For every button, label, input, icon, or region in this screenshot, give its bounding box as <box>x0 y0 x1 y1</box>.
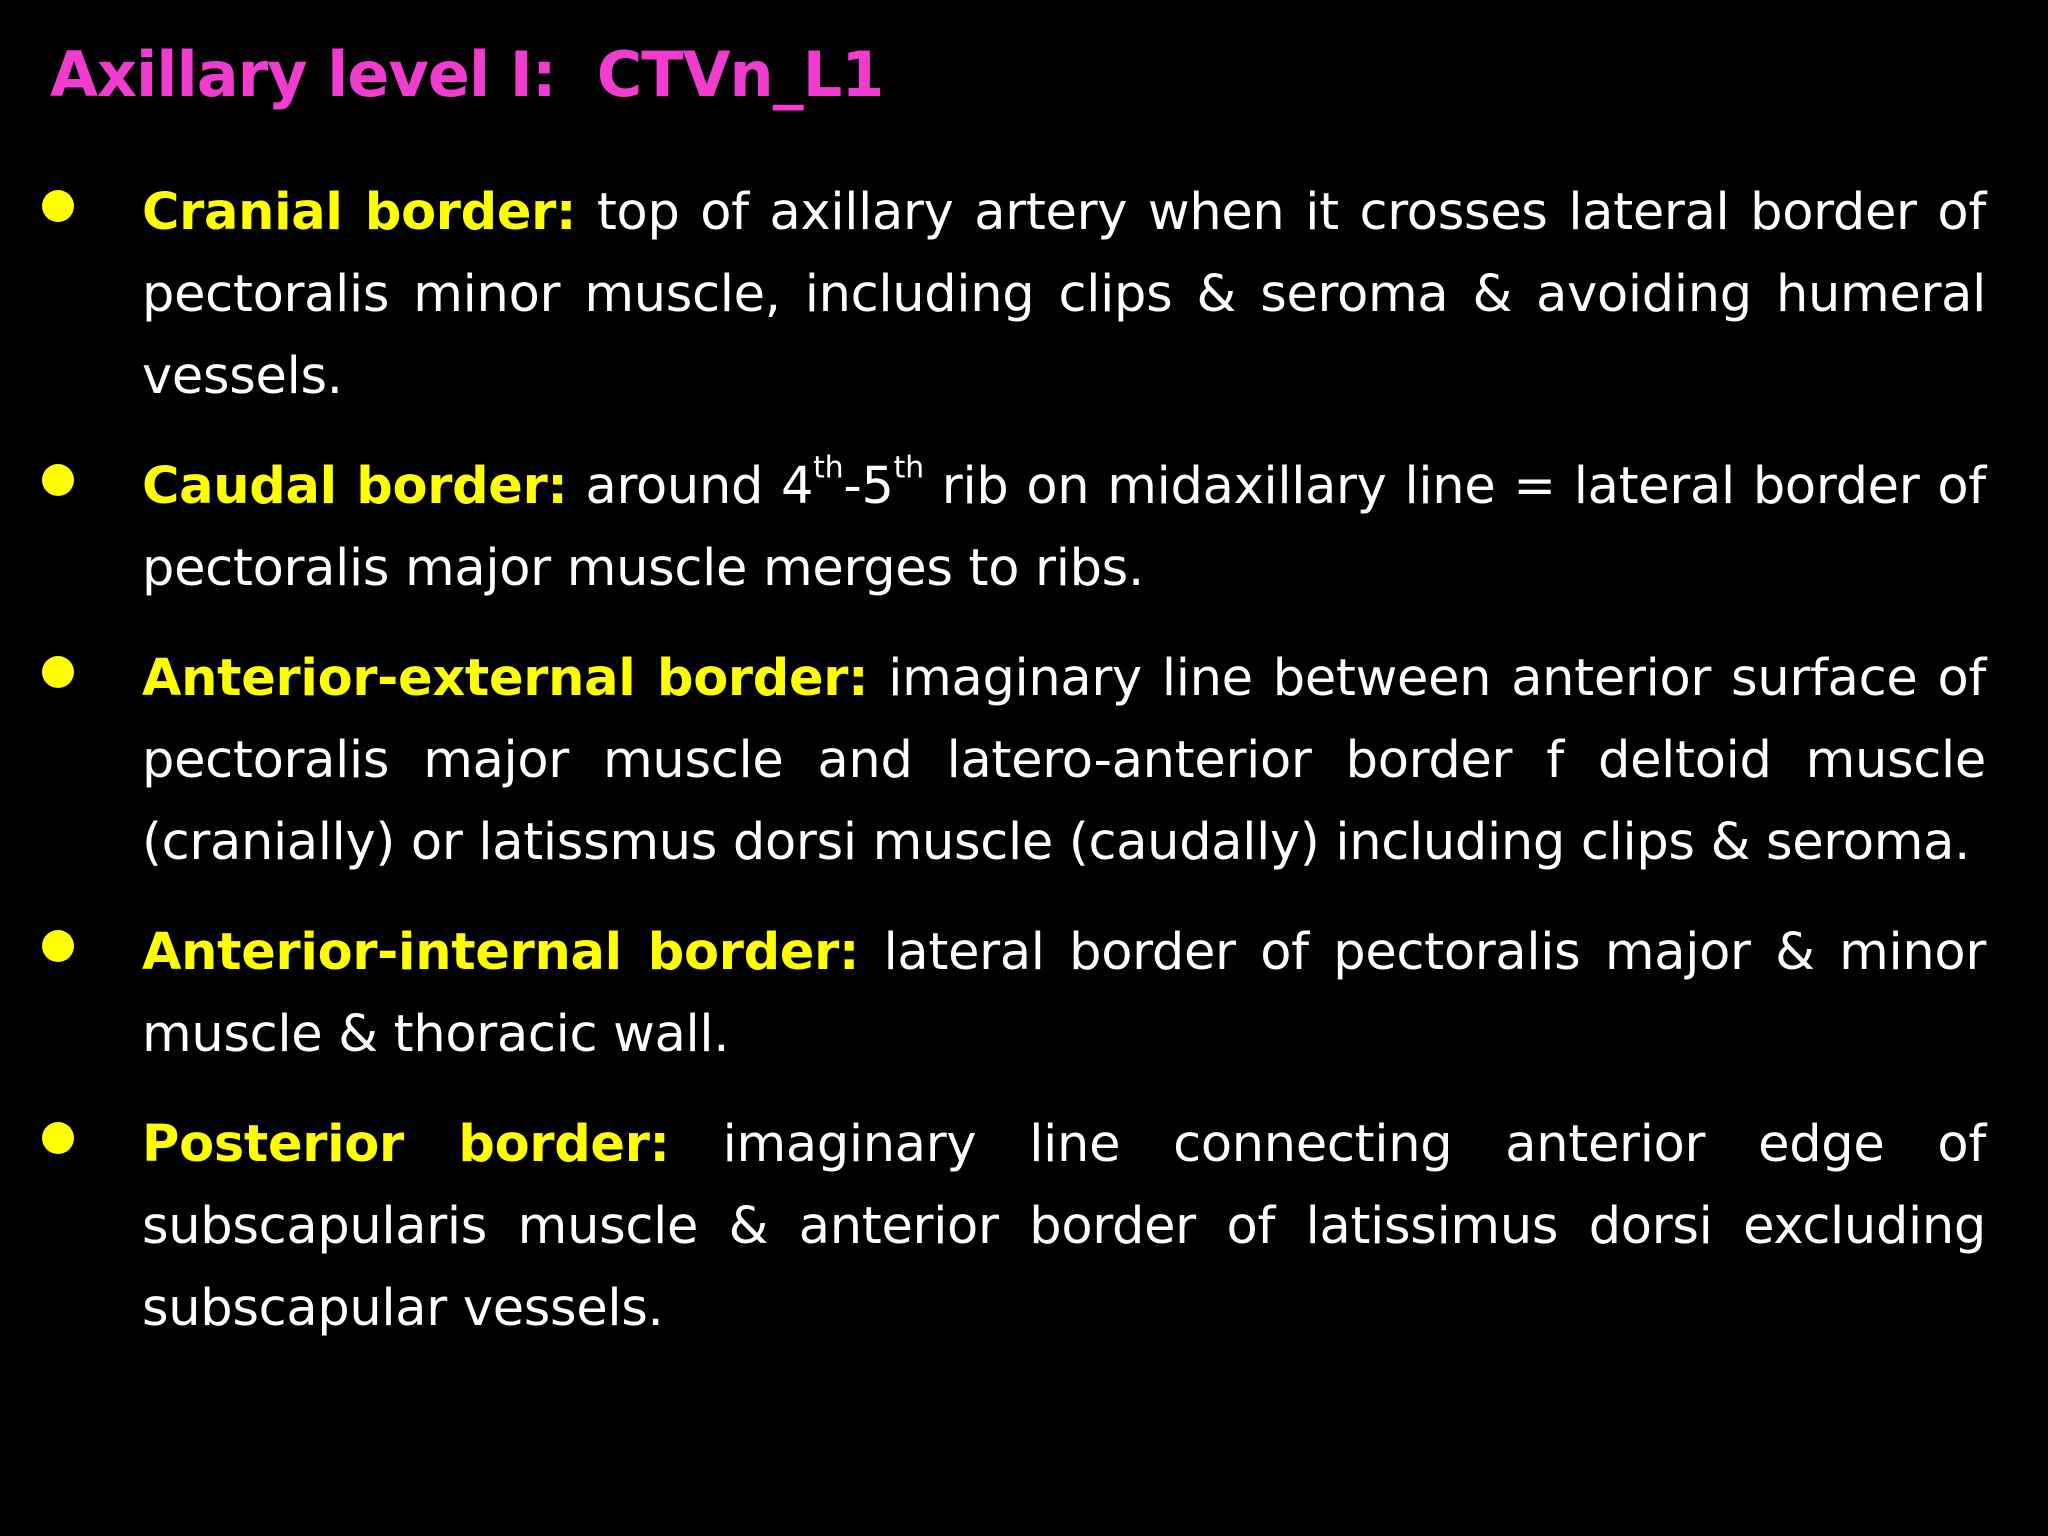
term-description-part: around 4 <box>585 457 814 516</box>
term-description: imaginary line between anterior surface of pectoralis major muscle and latero-anterior border f deltoid muscle (cranially) or latissmus dorsi muscle (caudally) including clips & seroma. <box>142 649 1986 872</box>
term-label: Cranial border: <box>142 183 577 242</box>
superscript: th <box>813 450 844 486</box>
term-description-part: rib on midaxillary line = lateral border of pectoralis major muscle merges to ribs. <box>142 457 1986 598</box>
bullet-dot-icon <box>42 190 74 222</box>
list-item-posterior-border <box>0 1104 2048 1350</box>
bullet-text <box>142 1104 1986 1350</box>
term-label: Posterior border: <box>142 1115 670 1174</box>
list-item-caudal-border <box>0 446 2048 610</box>
bullet-text <box>142 446 1986 610</box>
term-label: Anterior-external border: <box>142 649 869 708</box>
list-item-anterior-internal-border <box>0 912 2048 1076</box>
term-description: top of axillary artery when it crosses lateral border of pectoralis minor muscle, including clips & seroma & avoiding humeral vessels. <box>142 183 1986 406</box>
slide-title: Axillary level I: CTVn_L1 <box>50 38 884 111</box>
bullet-dot-icon <box>42 930 74 962</box>
term-label: Caudal border: <box>142 457 568 516</box>
list-item-cranial-border <box>0 172 2048 418</box>
term-label: Anterior-internal border: <box>142 923 860 982</box>
bullet-text <box>142 912 1986 1076</box>
bullet-dot-icon <box>42 656 74 688</box>
border-definition-list <box>0 172 2048 1378</box>
list-item-anterior-external-border <box>0 638 2048 884</box>
bullet-text <box>142 172 1986 418</box>
superscript: th <box>893 450 924 486</box>
term-description: imaginary line connecting anterior edge of subscapularis muscle & anterior border of latissimus dorsi excluding subscapular vessels. <box>142 1115 1986 1338</box>
bullet-dot-icon <box>42 1122 74 1154</box>
term-description-part: -5 <box>843 457 894 516</box>
bullet-text <box>142 638 1986 884</box>
bullet-dot-icon <box>42 464 74 496</box>
term-description: lateral border of pectoralis major & minor muscle & thoracic wall. <box>142 923 1986 1064</box>
